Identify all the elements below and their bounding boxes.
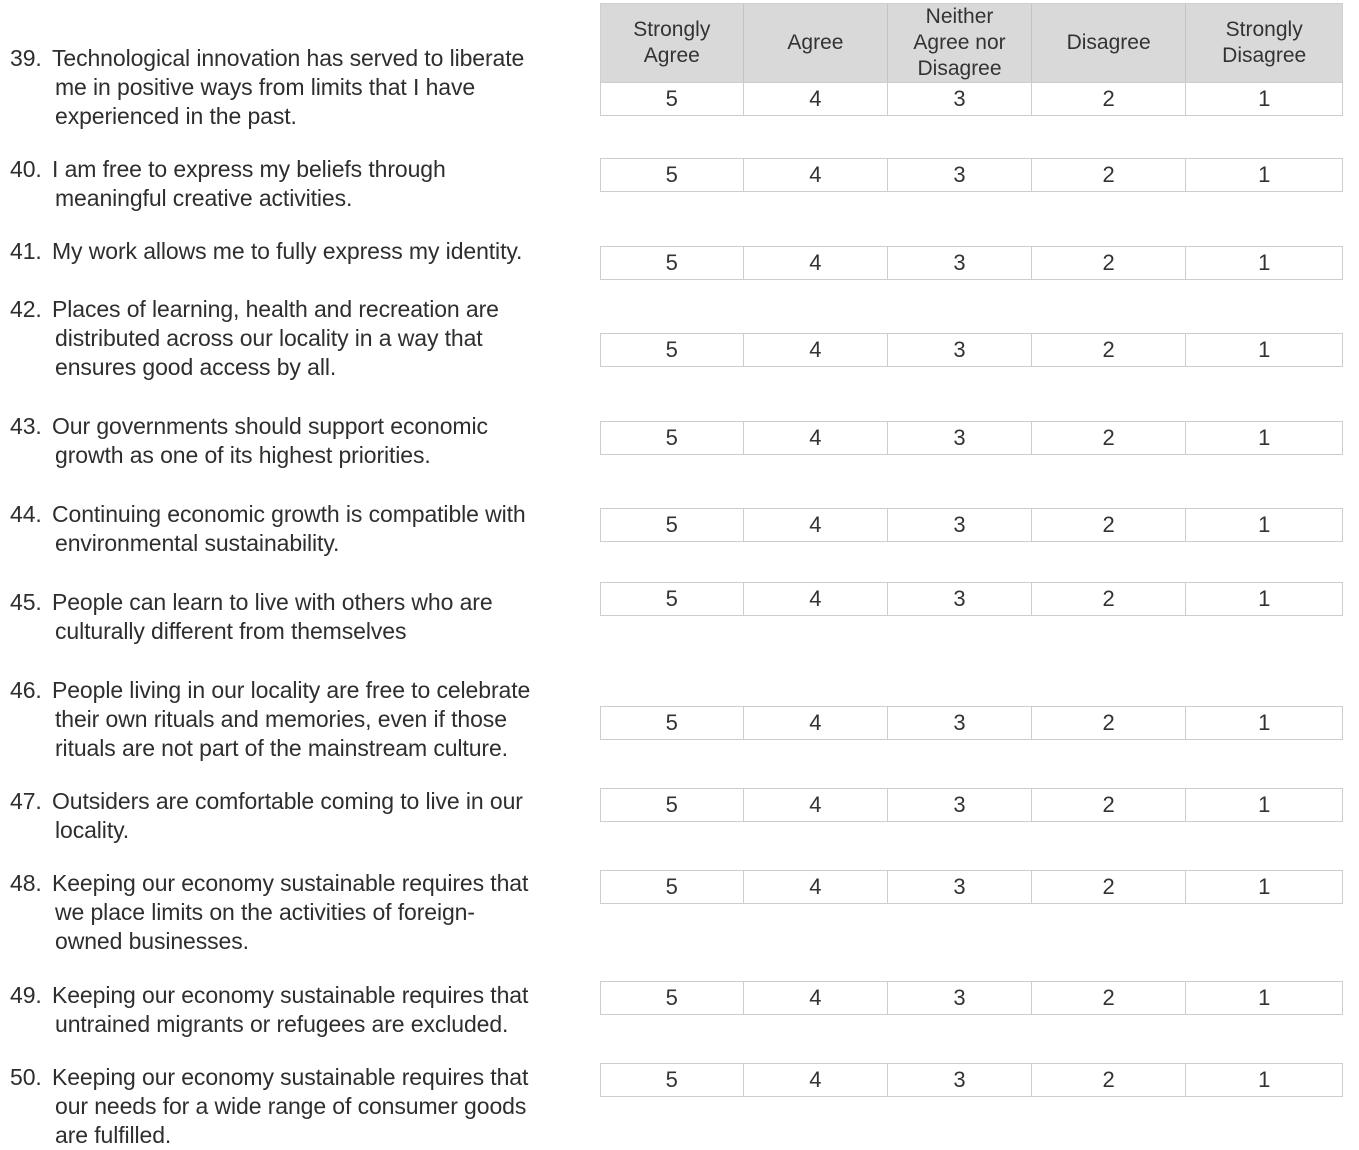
question-48 <box>10 869 595 956</box>
header-disagree <box>1032 4 1187 82</box>
question-46 <box>10 676 595 763</box>
rating-option-2[interactable]: 2 <box>1032 422 1187 454</box>
rating-row-44 <box>600 508 1343 542</box>
question-text: are fulfilled. <box>55 1122 172 1148</box>
rating-option-2[interactable]: 2 <box>1032 982 1187 1014</box>
header-line: Agree <box>643 44 700 67</box>
rating-option-5[interactable]: 5 <box>601 1064 744 1096</box>
rating-option-4[interactable]: 4 <box>744 789 889 821</box>
question-text: meaningful creative activities. <box>55 185 353 211</box>
rating-option-4[interactable]: 4 <box>744 83 889 115</box>
question-text: owned businesses. <box>55 928 249 954</box>
question-text: My work allows me to fully express my identity. <box>52 238 523 264</box>
rating-option-4[interactable]: 4 <box>744 334 889 366</box>
rating-option-2[interactable]: 2 <box>1032 509 1187 541</box>
question-text: we place limits on the activities of foreign- <box>55 899 475 925</box>
question-text: Technological innovation has served to liberate <box>52 45 525 71</box>
rating-option-1[interactable]: 1 <box>1258 710 1271 735</box>
question-44 <box>10 500 595 558</box>
question-41 <box>10 237 595 266</box>
question-number: 44. <box>10 501 42 527</box>
question-text: Keeping our economy sustainable requires that <box>52 870 529 896</box>
rating-option-3[interactable]: 3 <box>888 247 1032 279</box>
rating-option-2[interactable]: 2 <box>1032 247 1187 279</box>
question-text: Keeping our economy sustainable requires that <box>52 1064 529 1090</box>
rating-option-3[interactable]: 3 <box>888 583 1032 615</box>
rating-option-5[interactable]: 5 <box>601 159 744 191</box>
rating-option-3[interactable]: 3 <box>888 871 1032 903</box>
rating-option-4[interactable]: 4 <box>744 871 889 903</box>
rating-option-1[interactable]: 1 <box>1258 874 1271 899</box>
rating-option-2[interactable]: 2 <box>1032 1064 1187 1096</box>
question-number: 45. <box>10 589 42 615</box>
question-40 <box>10 155 595 213</box>
rating-row-46 <box>600 706 1343 740</box>
rating-option-3[interactable]: 3 <box>888 509 1032 541</box>
rating-option-2[interactable]: 2 <box>1032 871 1187 903</box>
rating-option-4[interactable]: 4 <box>744 982 889 1014</box>
question-number: 50. <box>10 1064 42 1090</box>
header-line: Strongly <box>1225 18 1303 41</box>
rating-option-4[interactable]: 4 <box>744 159 889 191</box>
question-text: our needs for a wide range of consumer goods <box>55 1093 527 1119</box>
rating-option-1[interactable]: 1 <box>1258 512 1271 537</box>
rating-row-40 <box>600 158 1343 192</box>
rating-option-3[interactable]: 3 <box>888 789 1032 821</box>
header-line: Disagree <box>1222 44 1307 67</box>
question-text: I am free to express my beliefs through <box>52 156 446 182</box>
rating-row-49 <box>600 981 1343 1015</box>
question-number: 47. <box>10 788 42 814</box>
question-text: Outsiders are comfortable coming to live in our <box>52 788 523 814</box>
rating-option-5[interactable]: 5 <box>601 871 744 903</box>
rating-option-5[interactable]: 5 <box>601 247 744 279</box>
rating-row-50 <box>600 1063 1343 1097</box>
question-text: their own rituals and memories, even if those <box>55 706 507 732</box>
question-text: ensures good access by all. <box>55 354 337 380</box>
header-neither <box>888 4 1032 82</box>
rating-row-39 <box>600 82 1343 116</box>
rating-option-2[interactable]: 2 <box>1032 83 1187 115</box>
rating-option-1[interactable]: 1 <box>1258 586 1271 611</box>
question-47 <box>10 787 595 845</box>
rating-option-5[interactable]: 5 <box>601 707 744 739</box>
header-line: Disagree <box>1066 31 1151 54</box>
rating-option-4[interactable]: 4 <box>744 707 889 739</box>
question-text: Our governments should support economic <box>52 413 488 439</box>
rating-option-5[interactable]: 5 <box>601 982 744 1014</box>
rating-option-4[interactable]: 4 <box>744 422 889 454</box>
question-text: People living in our locality are free to celebrate <box>52 677 531 703</box>
rating-option-4[interactable]: 4 <box>744 509 889 541</box>
rating-option-1[interactable]: 1 <box>1258 162 1271 187</box>
question-number: 48. <box>10 870 42 896</box>
question-text: culturally different from themselves <box>55 618 407 644</box>
question-43 <box>10 412 595 470</box>
rating-row-41 <box>600 246 1343 280</box>
header-agree <box>744 4 889 82</box>
header-line: Neither <box>925 5 994 28</box>
rating-option-3[interactable]: 3 <box>888 83 1032 115</box>
header-line: Disagree <box>917 57 1002 80</box>
rating-option-2[interactable]: 2 <box>1032 334 1187 366</box>
question-number: 49. <box>10 982 42 1008</box>
rating-option-5[interactable]: 5 <box>601 334 744 366</box>
question-text: rituals are not part of the mainstream culture. <box>55 735 508 761</box>
rating-option-5[interactable]: 5 <box>601 422 744 454</box>
scale-header <box>600 3 1343 82</box>
rating-option-2[interactable]: 2 <box>1032 159 1187 191</box>
question-text: me in positive ways from limits that I have <box>55 74 476 100</box>
question-number: 41. <box>10 238 42 264</box>
rating-option-4[interactable]: 4 <box>744 583 889 615</box>
rating-option-3[interactable]: 3 <box>888 334 1032 366</box>
rating-option-3[interactable]: 3 <box>888 707 1032 739</box>
rating-option-1[interactable]: 1 <box>1258 86 1271 111</box>
rating-option-1[interactable]: 1 <box>1258 250 1271 275</box>
question-number: 46. <box>10 677 42 703</box>
rating-option-2[interactable]: 2 <box>1032 789 1187 821</box>
question-text: Continuing economic growth is compatible with <box>52 501 526 527</box>
rating-option-3[interactable]: 3 <box>888 1064 1032 1096</box>
question-text: untrained migrants or refugees are excluded. <box>55 1011 509 1037</box>
question-39 <box>10 44 595 131</box>
rating-row-43 <box>600 421 1343 455</box>
rating-option-2[interactable]: 2 <box>1032 707 1187 739</box>
rating-option-1[interactable]: 1 <box>1258 1067 1271 1092</box>
question-text: environmental sustainability. <box>55 530 340 556</box>
rating-option-2[interactable]: 2 <box>1032 583 1187 615</box>
header-strongly-agree <box>601 4 744 82</box>
question-number: 39. <box>10 45 42 71</box>
header-strongly-disagree <box>1186 4 1342 82</box>
question-42 <box>10 295 595 382</box>
rating-option-4[interactable]: 4 <box>744 247 889 279</box>
rating-row-42 <box>600 333 1343 367</box>
rating-option-5[interactable]: 5 <box>601 789 744 821</box>
header-line: Strongly <box>633 18 711 41</box>
rating-option-5[interactable]: 5 <box>601 583 744 615</box>
rating-option-1[interactable]: 1 <box>1258 792 1271 817</box>
header-line: Agree <box>787 31 844 54</box>
question-45 <box>10 588 595 646</box>
question-49 <box>10 981 595 1039</box>
question-50 <box>10 1063 595 1150</box>
question-text: distributed across our locality in a way that <box>55 325 483 351</box>
question-text: People can learn to live with others who are <box>52 589 493 615</box>
rating-option-3[interactable]: 3 <box>888 422 1032 454</box>
rating-option-1[interactable]: 1 <box>1258 985 1271 1010</box>
rating-option-1[interactable]: 1 <box>1258 425 1271 450</box>
rating-option-4[interactable]: 4 <box>744 1064 889 1096</box>
rating-row-48 <box>600 870 1343 904</box>
question-text: Places of learning, health and recreation are <box>52 296 499 322</box>
header-line: Agree nor <box>913 31 1006 54</box>
question-number: 43. <box>10 413 42 439</box>
question-number: 42. <box>10 296 42 322</box>
rating-option-1[interactable]: 1 <box>1258 337 1271 362</box>
rating-row-45 <box>600 582 1343 616</box>
rating-option-5[interactable]: 5 <box>601 509 744 541</box>
question-text: Keeping our economy sustainable requires that <box>52 982 529 1008</box>
rating-row-47 <box>600 788 1343 822</box>
question-number: 40. <box>10 156 42 182</box>
rating-option-5[interactable]: 5 <box>601 83 744 115</box>
rating-option-3[interactable]: 3 <box>888 982 1032 1014</box>
rating-option-3[interactable]: 3 <box>888 159 1032 191</box>
question-text: locality. <box>55 817 130 843</box>
question-text: growth as one of its highest priorities. <box>55 442 431 468</box>
question-text: experienced in the past. <box>55 103 297 129</box>
